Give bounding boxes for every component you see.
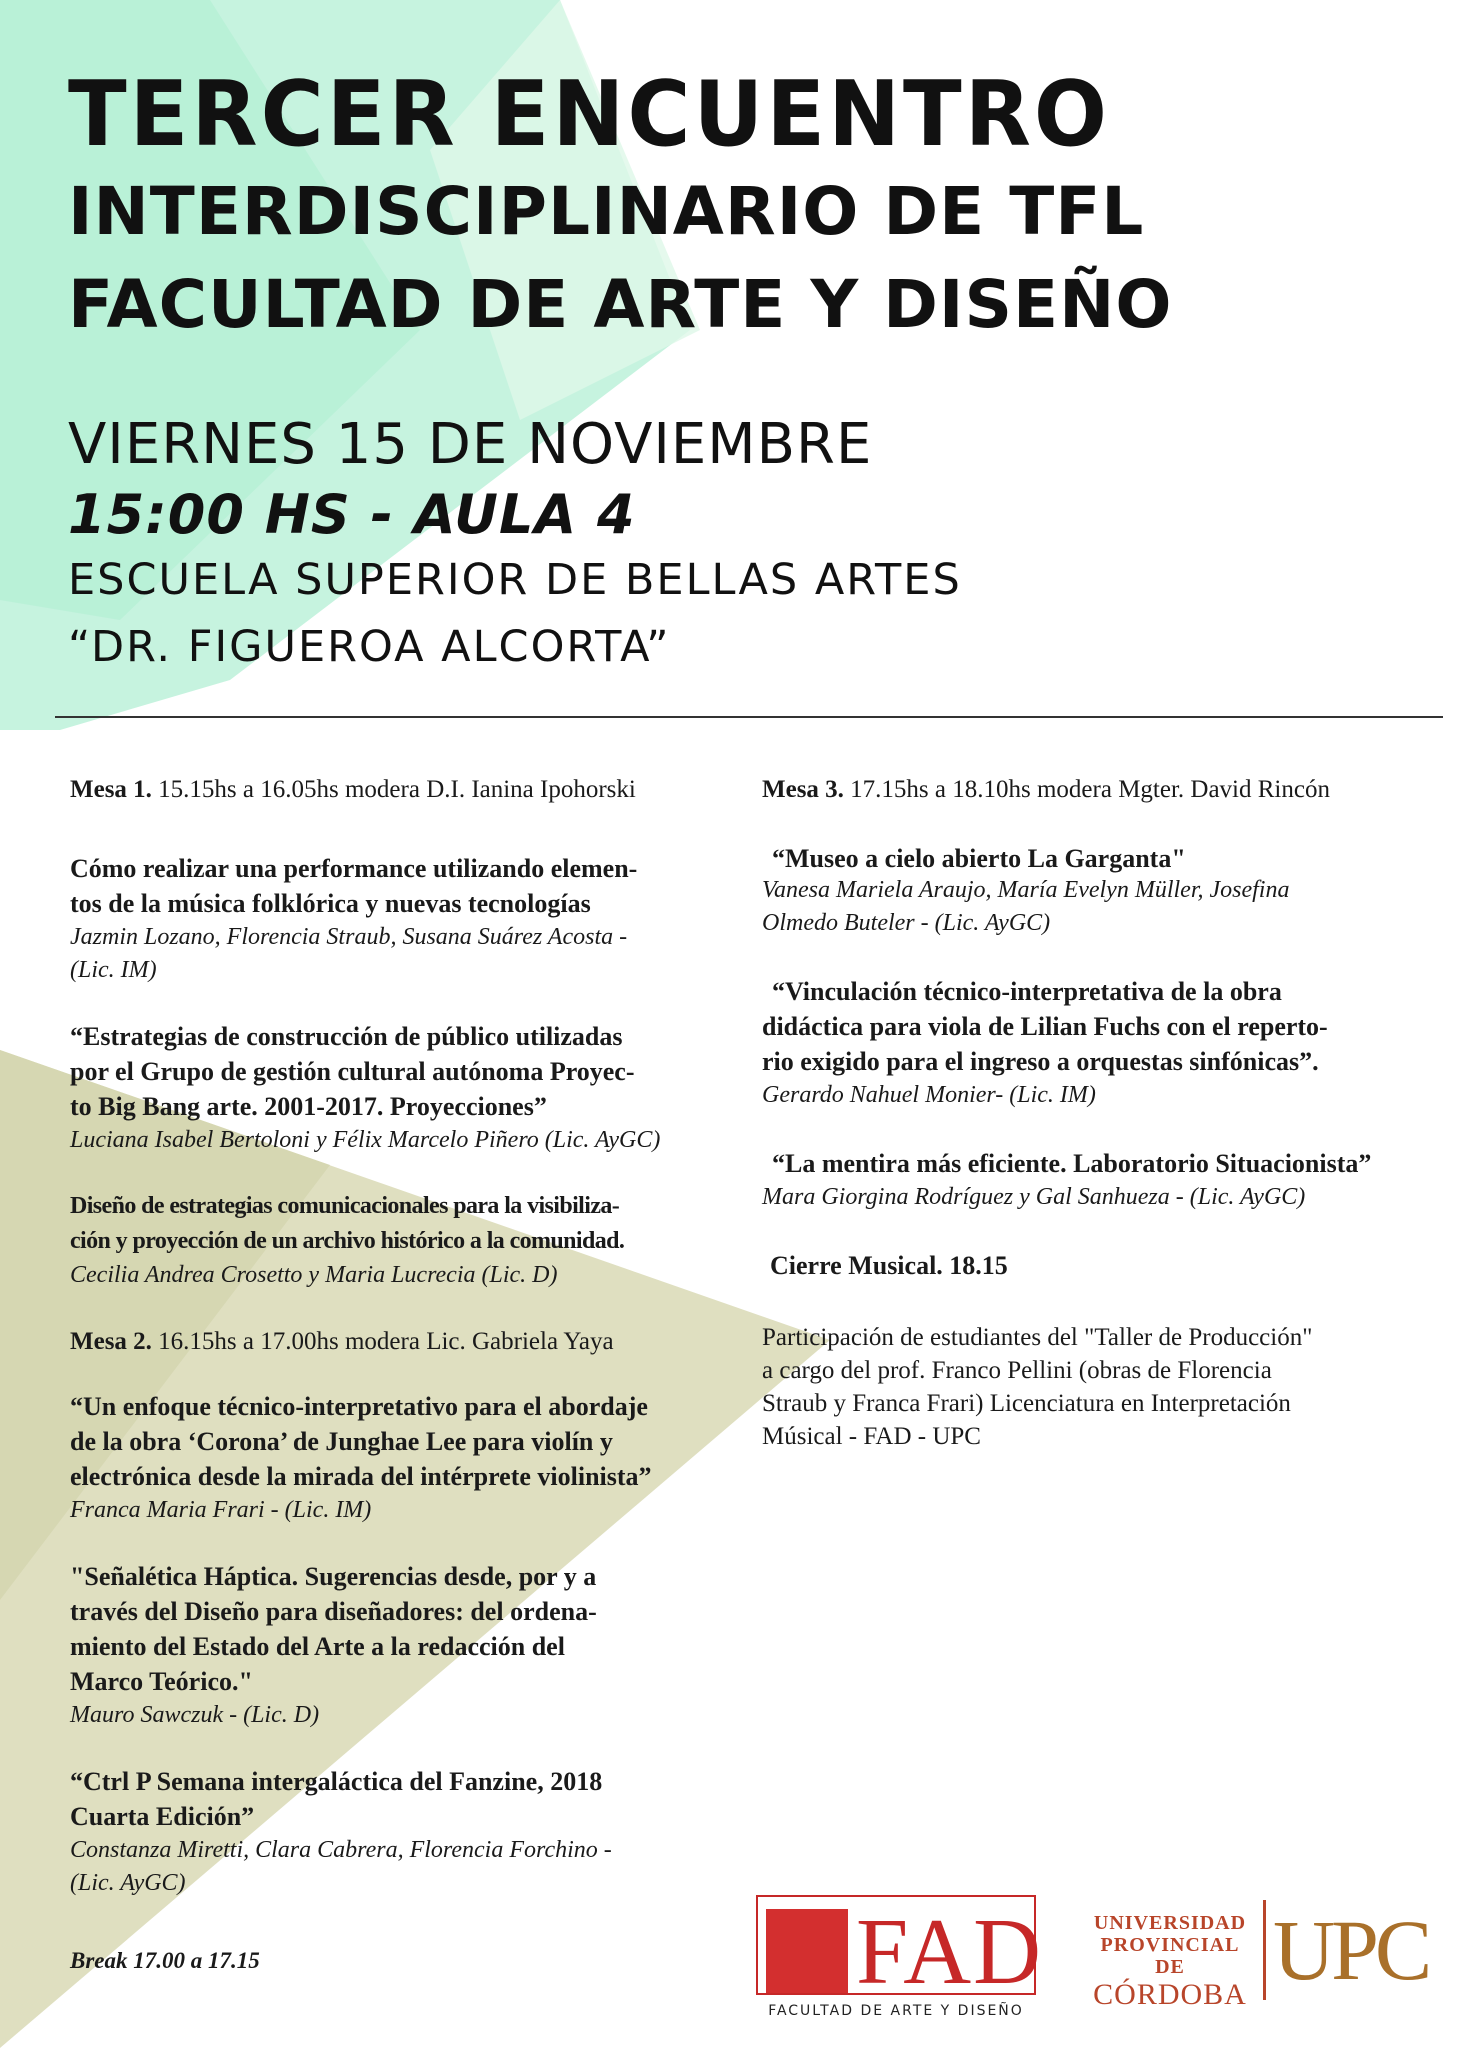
upc-logo bbox=[1085, 1900, 1445, 2010]
talk-title-line: didáctica para viola de Lilian Fuchs con el reperto- bbox=[762, 1012, 1328, 1041]
talk-authors-line: Olmedo Buteler - (Lic. AyGC) bbox=[762, 910, 1051, 936]
right-column bbox=[762, 772, 1452, 1453]
talk-title-line: “Vinculación técnico-interpretativa de la obra bbox=[772, 977, 1282, 1006]
talk-title-line: Cómo realizar una performance utilizando elemen- bbox=[70, 854, 638, 883]
upc-logo-line-1: UNIVERSIDAD bbox=[1093, 1912, 1247, 1934]
talk-authors-line: Cecilia Andrea Crosetto y Maria Lucrecia (Lic. D) bbox=[70, 1262, 558, 1288]
mesa-2-heading bbox=[70, 1324, 750, 1359]
talk-title-line: “Estrategias de construcción de público utilizadas bbox=[70, 1022, 623, 1051]
upc-logo-words bbox=[1085, 1912, 1255, 2012]
mesa-1-label: Mesa 1. bbox=[70, 776, 152, 803]
talk-1-2 bbox=[70, 1019, 750, 1157]
talk-title-line: “Un enfoque técnico-interpretativo para el abordaje bbox=[70, 1392, 648, 1421]
left-column bbox=[70, 772, 750, 1900]
cierre-line: Músical - FAD - UPC bbox=[762, 1423, 981, 1450]
talk-title-line: ción y proyección de un archivo histórico a la comunidad. bbox=[70, 1228, 625, 1254]
talk-authors-line: Gerardo Nahuel Monier- (Lic. IM) bbox=[762, 1082, 1096, 1108]
talk-1-1 bbox=[70, 851, 750, 987]
cierre-line: Straub y Franca Frari) Licenciatura en Interpretación bbox=[762, 1390, 1291, 1417]
talk-authors-line: Constanza Miretti, Clara Cabrera, Florencia Forchino - bbox=[70, 1837, 612, 1863]
fad-logo bbox=[756, 1890, 1044, 2040]
talk-authors-line: Mauro Sawczuk - (Lic. D) bbox=[70, 1702, 320, 1728]
talk-2-2 bbox=[70, 1559, 750, 1732]
mesa-2-info: 16.15hs a 17.00hs modera Lic. Gabriela Yaya bbox=[158, 1328, 614, 1355]
talk-title-line: Cuarta Edición” bbox=[70, 1802, 255, 1831]
talk-authors-line: (Lic. IM) bbox=[70, 957, 157, 983]
event-time: 15:00 HS - AULA 4 bbox=[68, 483, 636, 546]
talk-title-line: rio exigido para el ingreso a orquestas sinfónicas”. bbox=[762, 1047, 1319, 1076]
upc-logo-line-3: CÓRDOBA bbox=[1093, 1978, 1247, 2011]
mesa-3-label: Mesa 3. bbox=[762, 776, 844, 803]
divider bbox=[55, 716, 1443, 718]
talk-3-3 bbox=[762, 1146, 1452, 1214]
upc-logo-divider bbox=[1263, 1900, 1266, 2000]
event-date: VIERNES 15 DE NOVIEMBRE bbox=[68, 412, 873, 477]
talk-3-2 bbox=[762, 974, 1452, 1112]
upc-logo-mark: UPC bbox=[1273, 1902, 1429, 1998]
talk-1-3 bbox=[70, 1189, 750, 1292]
fad-red-square bbox=[766, 1909, 848, 1993]
fad-logo-text: FAD bbox=[856, 1900, 1044, 2004]
upc-logo-line-2: PROVINCIAL DE bbox=[1100, 1934, 1240, 1978]
school-name-line-1: ESCUELA SUPERIOR DE BELLAS ARTES bbox=[68, 555, 962, 605]
talk-title-line: "Señalética Háptica. Sugerencias desde, por y a bbox=[70, 1562, 597, 1591]
talk-authors-line: Luciana Isabel Bertoloni y Félix Marcelo Piñero (Lic. AyGC) bbox=[70, 1127, 661, 1153]
fad-logo-caption: FACULTAD DE ARTE Y DISEÑO bbox=[768, 2003, 1024, 2019]
talk-title-line: “Ctrl P Semana intergaláctica del Fanzine, 2018 bbox=[70, 1767, 603, 1796]
talk-title-line: to Big Bang arte. 2001-2017. Proyecciones” bbox=[70, 1092, 547, 1121]
talk-title-line: través del Diseño para diseñadores: del ordena- bbox=[70, 1597, 597, 1626]
cierre-line: Participación de estudiantes del "Taller de Producción" bbox=[762, 1324, 1313, 1351]
talk-title-line: electrónica desde la mirada del intérprete violinista” bbox=[70, 1462, 652, 1491]
talk-authors-line: Mara Giorgina Rodríguez y Gal Sanhueza - (Lic. AyGC) bbox=[762, 1184, 1306, 1210]
talk-2-1 bbox=[70, 1389, 750, 1527]
talk-title-line: de la obra ‘Corona’ de Junghae Lee para violín y bbox=[70, 1427, 613, 1456]
break-note: Break 17.00 a 17.15 bbox=[70, 1948, 260, 1973]
talk-title-line: miento del Estado del Arte a la redacción del bbox=[70, 1632, 565, 1661]
talk-3-1-authors bbox=[762, 874, 1452, 940]
cierre-line: a cargo del prof. Franco Pellini (obras de Florencia bbox=[762, 1357, 1272, 1384]
talk-title-line: Diseño de estrategias comunicacionales para la visibiliza- bbox=[70, 1193, 620, 1219]
talk-title-line: Marco Teórico." bbox=[70, 1667, 253, 1696]
talk-title-line: por el Grupo de gestión cultural autónoma Proyec- bbox=[70, 1057, 635, 1086]
cierre-heading: Cierre Musical. 18.15 bbox=[770, 1251, 1008, 1280]
talk-title-line: “La mentira más eficiente. Laboratorio Situacionista” bbox=[772, 1149, 1372, 1178]
talk-title-line: tos de la música folklórica y nuevas tecnologías bbox=[70, 889, 591, 918]
school-name-line-2: “DR. FIGUEROA ALCORTA” bbox=[68, 622, 671, 672]
talk-2-3 bbox=[70, 1764, 750, 1900]
cierre-text bbox=[762, 1321, 1452, 1453]
mesa-2-label: Mesa 2. bbox=[70, 1328, 152, 1355]
talk-authors-line: Jazmin Lozano, Florencia Straub, Susana Suárez Acosta - bbox=[70, 924, 628, 950]
title-line-2: INTERDISCIPLINARIO DE TFL bbox=[68, 173, 1145, 250]
mesa-3-heading bbox=[762, 772, 1452, 807]
title-line-1: TERCER ENCUENTRO bbox=[68, 62, 1111, 167]
mesa-3-info: 17.15hs a 18.10hs modera Mgter. David Rincón bbox=[850, 776, 1330, 803]
title-line-3: FACULTAD DE ARTE Y DISEÑO bbox=[68, 266, 1173, 343]
talk-3-1 bbox=[762, 841, 1452, 876]
fad-logo-frame bbox=[756, 1895, 1044, 2004]
talk-authors-line: (Lic. AyGC) bbox=[70, 1870, 186, 1896]
talk-authors-line: Vanesa Mariela Araujo, María Evelyn Müller, Josefina bbox=[762, 877, 1290, 903]
talk-authors-line: Franca Maria Frari - (Lic. IM) bbox=[70, 1497, 372, 1523]
mesa-1-info: 15.15hs a 16.05hs modera D.I. Ianina Ipohorski bbox=[158, 776, 636, 803]
talk-title-line: “Museo a cielo abierto La Garganta" bbox=[772, 844, 1186, 873]
mesa-1-heading bbox=[70, 772, 750, 807]
